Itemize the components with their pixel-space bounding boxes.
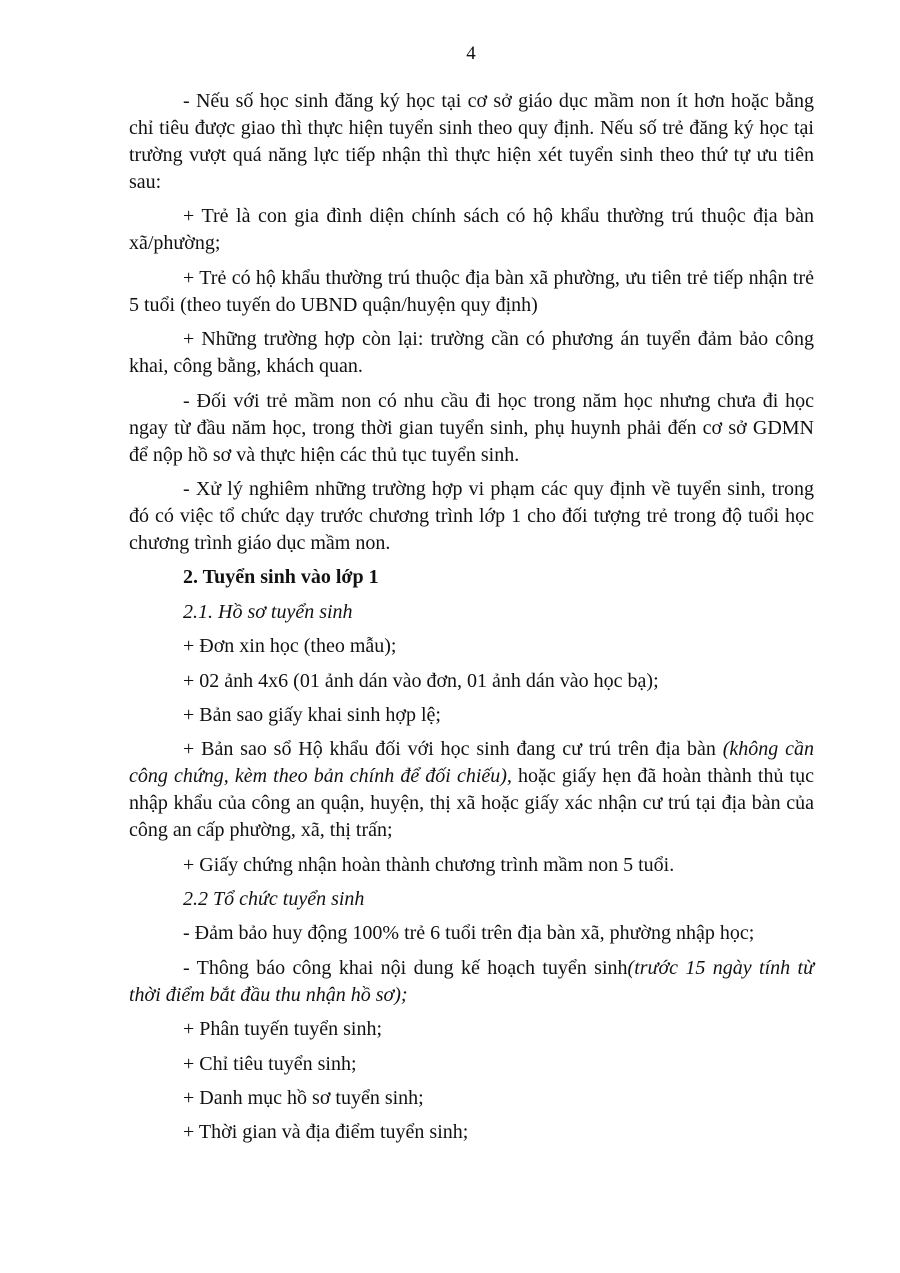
subsection-title-organization: 2.2 Tổ chức tuyển sinh: [183, 888, 365, 911]
announce-text-note: (trước 15 ngày tính từ thời điểm bắt đầu thu nhận hồ sơ);: [129, 956, 814, 1006]
subsection-title-documents: 2.1. Hồ sơ tuyển sinh: [183, 600, 353, 623]
announce-item: + Thời gian và địa điểm tuyển sinh;: [183, 1121, 469, 1144]
section-heading-grade1: 2. Tuyển sinh vào lớp 1: [183, 566, 379, 589]
document-item: + Bản sao giấy khai sinh hợp lệ;: [183, 703, 441, 726]
priority-item-remaining: + Những trường hợp còn lại: trường cần có phương án tuyển đảm bảo công khai, công bằng, khách quan.: [129, 328, 814, 378]
paragraph-late-enrollment: - Đối với trẻ mầm non có nhu cầu đi học trong năm học nhưng chưa đi học ngay từ đầu năm học, trong thời gian tuyển sinh, phụ huynh phải đến cơ sở GDMN để nộp hồ sơ và thực hiện các thủ tục tuyển sinh.: [129, 389, 814, 466]
paragraph-violations: - Xử lý nghiêm những trường hợp vi phạm các quy định về tuyển sinh, trong đó có việc tổ chức dạy trước chương trình lớp 1 cho đối tượng trẻ trong độ tuổi học chương trình giáo dục mầm non.: [129, 477, 814, 554]
household-text-note: (không cần công chứng, kèm theo bản chính để đối chiếu),: [129, 738, 814, 788]
document-item: + Đơn xin học (theo mẫu);: [183, 635, 397, 658]
announce-item: + Danh mục hồ sơ tuyển sinh;: [183, 1087, 424, 1110]
household-text-suffix: hoặc giấy hẹn đã hoàn thành thủ tục nhập khẩu của công an quận, huyện, thị xã hoặc giấy xác nhận cư trú tại địa bàn của công an cấp phường, xã, thị trấn;: [129, 765, 814, 842]
priority-item-resident: + Trẻ có hộ khẩu thường trú thuộc địa bàn xã phường, ưu tiên trẻ tiếp nhận trẻ 5 tuổi (theo tuyến do UBND quận/huyện quy định): [129, 266, 814, 316]
paragraph-announce: [129, 955, 814, 1009]
paragraph-mobilize: - Đảm bảo huy động 100% trẻ 6 tuổi trên địa bàn xã, phường nhập học;: [183, 922, 755, 945]
paragraph-enrollment-quota: - Nếu số học sinh đăng ký học tại cơ sở giáo dục mầm non ít hơn hoặc bằng chỉ tiêu được giao thì thực hiện tuyển sinh theo quy định. Nếu số trẻ đăng ký học tại trường vượt quá năng lực tiếp nhận thì thực hiện xét tuyển sinh theo thứ tự ưu tiên sau:: [129, 90, 814, 193]
household-text-prefix: + Bản sao sổ Hộ khẩu đối với học sinh đang cư trú trên địa bàn: [183, 738, 723, 761]
announce-text-prefix: - Thông báo công khai nội dung kế hoạch tuyển sinh: [183, 956, 628, 979]
announce-item: + Chỉ tiêu tuyển sinh;: [183, 1052, 357, 1075]
document-item-certificate: + Giấy chứng nhận hoàn thành chương trình mầm non 5 tuổi.: [183, 853, 675, 876]
page-number: 4: [466, 43, 476, 64]
priority-item-policy-family: + Trẻ là con gia đình diện chính sách có hộ khẩu thường trú thuộc địa bàn xã/phường;: [129, 205, 814, 255]
announce-item: + Phân tuyến tuyển sinh;: [183, 1018, 383, 1041]
document-body: [129, 88, 814, 1154]
document-item-household: [129, 736, 814, 844]
document-item: + 02 ảnh 4x6 (01 ảnh dán vào đơn, 01 ảnh dán vào học bạ);: [183, 669, 659, 692]
